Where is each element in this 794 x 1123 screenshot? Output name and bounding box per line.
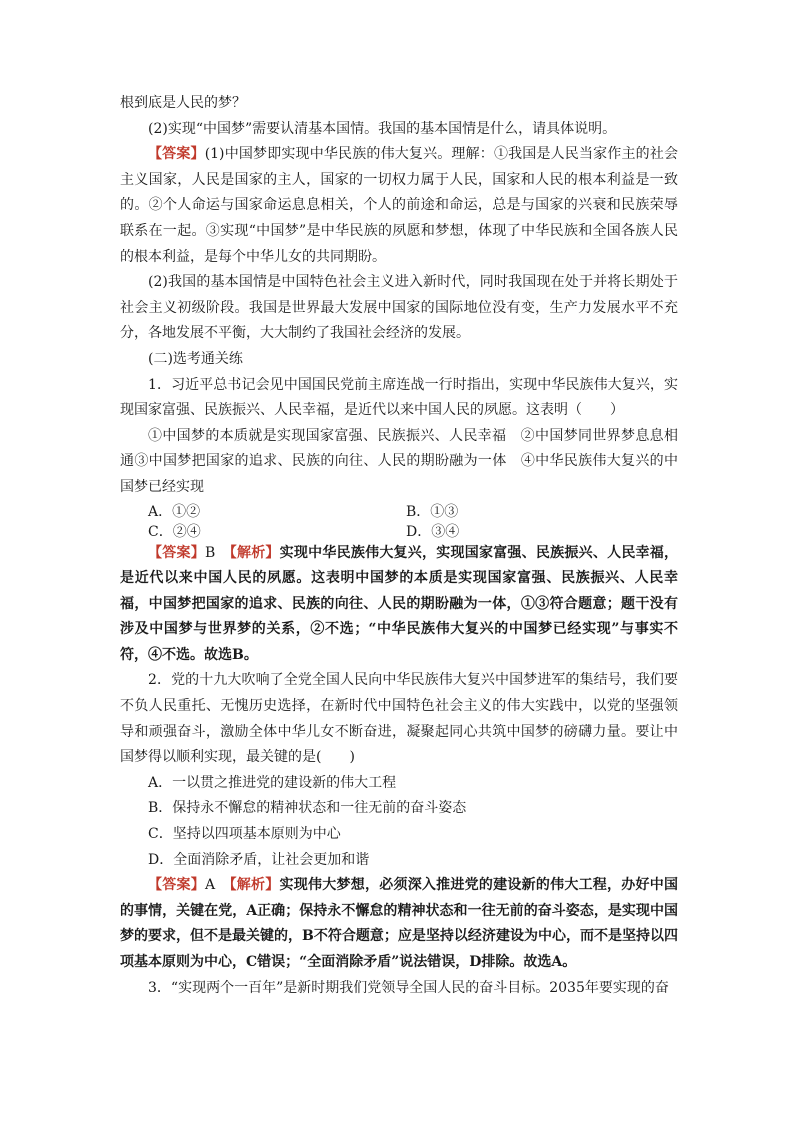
question-1-answer bbox=[120, 541, 678, 669]
option-b: B．①③ bbox=[406, 503, 459, 520]
question-1-stem: 1．习近平总书记会见中国国民党前主席连战一行时指出，实现中华民族伟大复兴，实现国家富强、民族振兴、人民幸福，是近代以来中国人民的夙愿。这表明（ ） bbox=[120, 376, 678, 419]
option-d: D．全面消除矛盾，让社会更加和谐 bbox=[148, 851, 370, 868]
option-d: D．③④ bbox=[406, 523, 460, 540]
analysis-tag: 【解析】 bbox=[229, 877, 280, 894]
question-1-statements: ①中国梦的本质就是实现国家富强、民族振兴、人民幸福 ②中国梦同世界梦息息相通③中国梦把国家的追求、民族的向往、人民的期盼融为一体 ④中华民族伟大复兴的中国梦已经实现 bbox=[120, 427, 678, 495]
document-body bbox=[120, 91, 678, 1001]
analysis-text: 实现中华民族伟大复兴，实现国家富强、民族振兴、人民幸福，是近代以来中国人民的夙愿。这表明中国梦的本质是实现国家富强、民族振兴、人民幸福，中国梦把国家的追求、民族的向往、人民的期盼融为一体，①③符合题意；题干没有涉及中国梦与世界梦的关系，②不选；“中华民族伟大复兴的中国梦已经实现”与事实不符，④不选。故选B。 bbox=[120, 544, 679, 663]
section-title: (二)选考通关练 bbox=[148, 350, 243, 367]
question-1-options-row-2 bbox=[120, 521, 678, 541]
answer-letter: A bbox=[204, 877, 230, 894]
option-a: A．①② bbox=[148, 503, 201, 520]
option-b: B．保持永不懈怠的精神状态和一往无前的奋斗姿态 bbox=[148, 800, 467, 817]
analysis-tag: 【解析】 bbox=[229, 544, 280, 561]
question-3-stem: 3．“实现两个一百年”是新时期我们党领导全国人民的奋斗目标。2035年要实现的奋 bbox=[148, 979, 669, 996]
question-1-options-row-1 bbox=[120, 501, 678, 521]
answer-letter: B bbox=[204, 544, 230, 561]
question-2-stem: 2．党的十九大吹响了全党全国人民向中华民族伟大复兴中国梦进军的集结号，我们要不负人民重托、无愧历史选择，在新时代中国特色社会主义的伟大实践中，以党的坚强领导和顽强奋斗，激励全体中华儿女不断奋进，凝聚起同心共筑中国梦的磅礴力量。要让中国梦得以顺利实现，最关键的是( ) bbox=[120, 672, 678, 766]
answer-text: (1)中国梦即实现中华民族的伟大复兴。理解：①我国是人民当家作主的社会主义国家，人民是国家的主人，国家的一切权力属于人民，国家和人民的根本利益是一致的。②个人命运与国家命运息息相关，个人的前途和命运，总是与国家的兴衰和民族荣辱联系在一起。③实现“中国梦”是中华民族的夙愿和梦想，体现了中华民族和全国各族人民的根本利益，是每个中华儿女的共同期盼。 bbox=[120, 146, 678, 265]
analysis-text: 实现伟大梦想，必须深入推进党的建设新的伟大工程，办好中国的事情，关键在党，A正确；保持永不懈怠的精神状态和一往无前的奋斗姿态，是实现中国梦的要求，但不是最关键的，B不符合题意；应是坚持以经济建设为中心，而不是坚持以四项基本原则为中心，C错误；“全面消除矛盾”说法错误，D排除。故选A。 bbox=[120, 877, 679, 970]
answer-tag: 【答案】 bbox=[148, 544, 205, 561]
answer-paragraph-1 bbox=[120, 142, 678, 270]
option-a: A．一以贯之推进党的建设新的伟大工程 bbox=[148, 774, 397, 791]
answer-tag: 【答案】 bbox=[148, 146, 205, 163]
answer-tag: 【答案】 bbox=[148, 877, 205, 894]
subquestion-2: (2)实现“中国梦”需要认清基本国情。我国的基本国情是什么，请具体说明。 bbox=[148, 120, 617, 137]
option-c: C．坚持以四项基本原则为中心 bbox=[148, 826, 341, 843]
answer-paragraph-2: (2)我国的基本国情是中国特色社会主义进入新时代，同时我国现在处于并将长期处于社会主义初级阶段。我国是世界最大发展中国家的国际地位没有变，生产力发展水平不充分，各地发展不平衡，大大制约了我国社会经济的发展。 bbox=[120, 274, 678, 342]
option-c: C．②④ bbox=[148, 523, 201, 540]
question-stem-continuation: 根到底是人民的梦？ bbox=[120, 95, 246, 111]
question-2-answer bbox=[120, 873, 678, 975]
